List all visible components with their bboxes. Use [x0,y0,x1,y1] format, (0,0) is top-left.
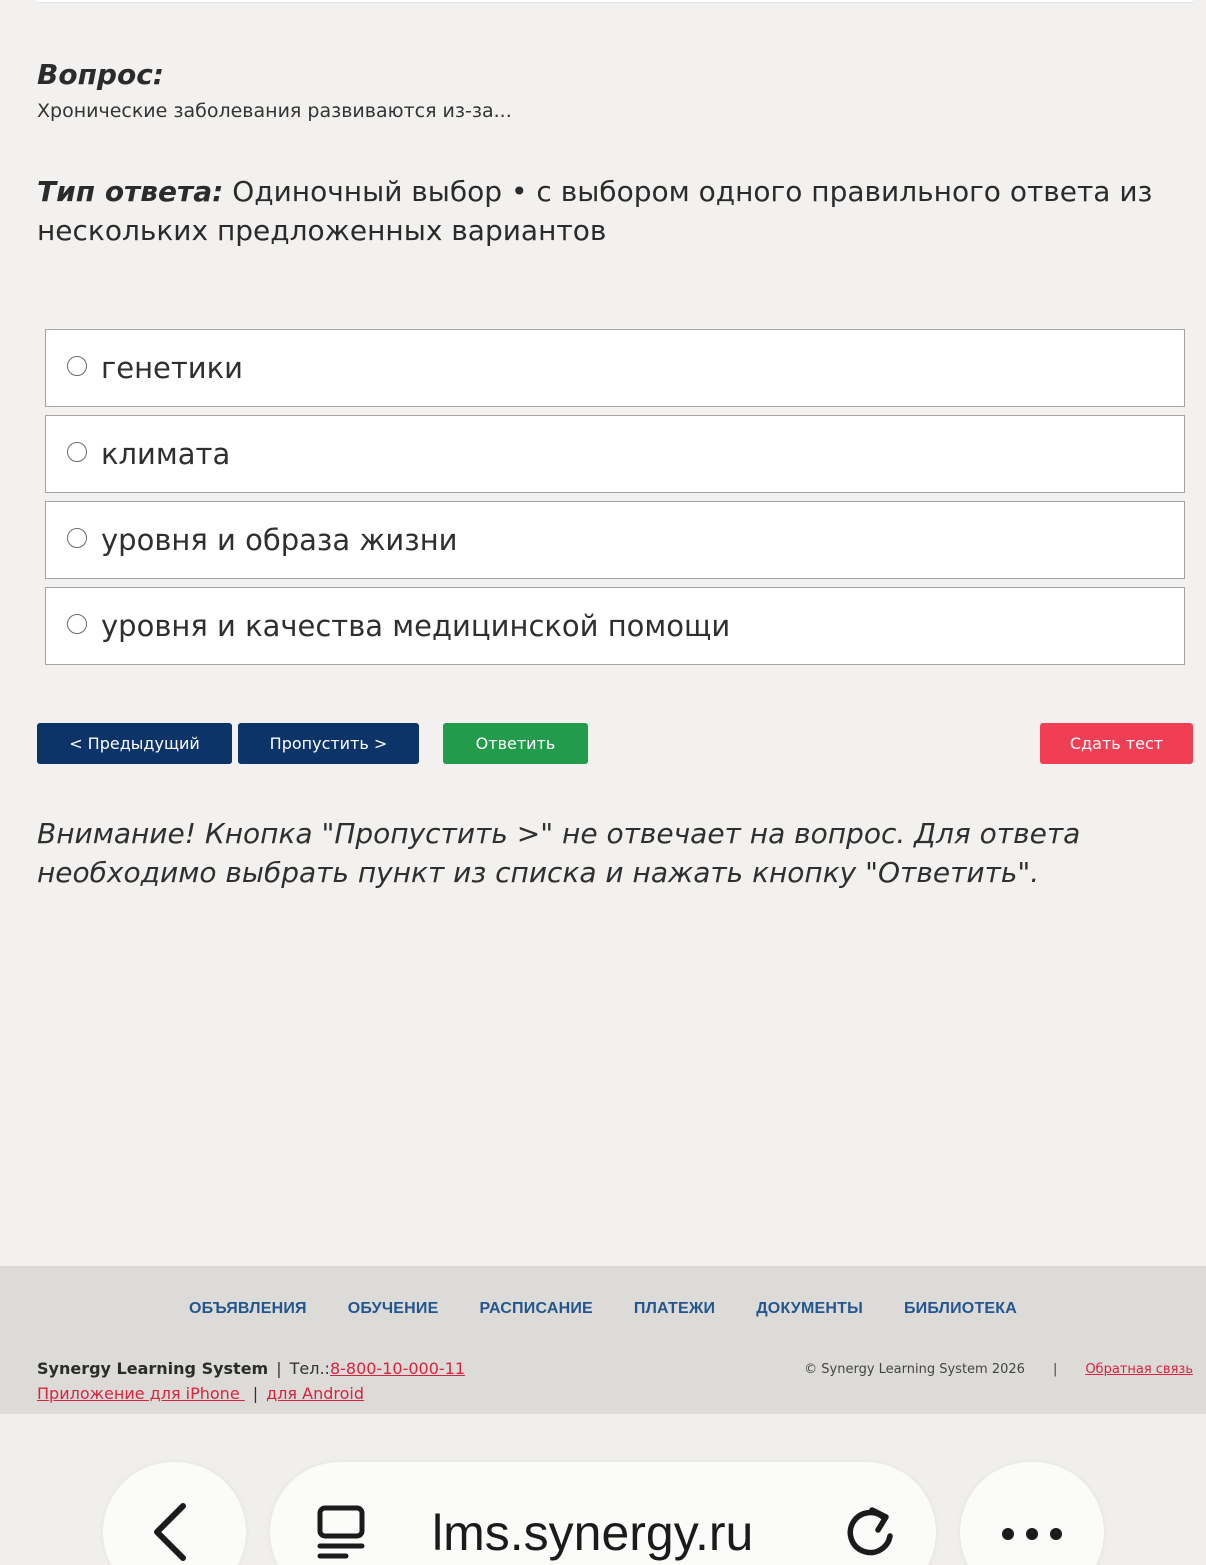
radio-button[interactable] [67,614,87,634]
option-3[interactable] [45,501,1185,579]
nav-schedule[interactable]: РАСПИСАНИЕ [479,1300,593,1317]
question-text: Хронические заболевания развиваются из-за... [37,100,512,122]
option-label: уровня и образа жизни [101,523,458,557]
answer-button[interactable]: Ответить [443,723,588,764]
radio-button[interactable] [67,356,87,376]
footer-contact [37,1359,465,1378]
nav-library[interactable]: БИБЛИОТЕКА [903,1300,1018,1317]
footer-separator: | [276,1359,282,1378]
option-label: климата [101,437,231,471]
footer-apps [37,1384,364,1403]
more-icon [1000,1526,1064,1542]
footer-brand: Synergy Learning System [37,1359,269,1378]
previous-button[interactable]: < Предыдущий [37,723,232,764]
option-label: уровня и качества медицинской помощи [101,609,731,643]
submit-test-button[interactable]: Сдать тест [1040,723,1193,764]
browser-toolbar [0,1414,1206,1565]
phone-link[interactable]: 8-800-10-000-11 [329,1359,466,1378]
footer-right [804,1362,1193,1377]
copyright: © Synergy Learning System 2026 [804,1362,1025,1377]
nav-announcements[interactable]: ОБЪЯВЛЕНИЯ [188,1300,307,1317]
nav-payments[interactable]: ПЛАТЕЖИ [633,1300,716,1317]
footer [0,1266,1206,1414]
answer-type [37,172,1167,250]
footer-separator: | [252,1384,259,1403]
skip-warning: Внимание! Кнопка "Пропустить >" не отвечает на вопрос. Для ответа необходимо выбрать пункт из списка и нажать кнопку "Ответить". [37,817,1081,889]
option-1[interactable] [45,329,1185,407]
top-divider [37,0,1193,3]
option-label: генетики [101,351,243,385]
iphone-app-link[interactable]: Приложение для iPhone [37,1384,245,1403]
reload-icon[interactable] [844,1502,896,1562]
url-text: lms.synergy.ru [432,1505,754,1561]
address-bar[interactable] [270,1462,936,1565]
footer-nav [0,1300,1206,1318]
tabs-icon [316,1504,366,1560]
skip-button[interactable]: Пропустить > [238,723,419,764]
answer-type-text: Одиночный выбор • с выбором одного правильного ответа из нескольких предложенных вариантов [37,175,1153,247]
radio-button[interactable] [67,528,87,548]
radio-button[interactable] [67,442,87,462]
option-4[interactable] [45,587,1185,665]
feedback-link[interactable]: Обратная связь [1085,1362,1193,1377]
phone-label: Тел.: [289,1359,330,1378]
option-2[interactable] [45,415,1185,493]
back-arrow-icon [151,1502,191,1562]
question-label: Вопрос: [37,58,164,91]
nav-documents[interactable]: ДОКУМЕНТЫ [756,1300,863,1317]
nav-learning[interactable]: ОБУЧЕНИЕ [347,1300,439,1317]
answer-options [45,329,1185,673]
android-app-link[interactable]: для Android [266,1384,364,1403]
more-button[interactable] [960,1462,1104,1565]
back-button[interactable] [103,1462,246,1565]
footer-separator: | [1052,1362,1058,1377]
answer-type-label: Тип ответа: [37,175,224,208]
